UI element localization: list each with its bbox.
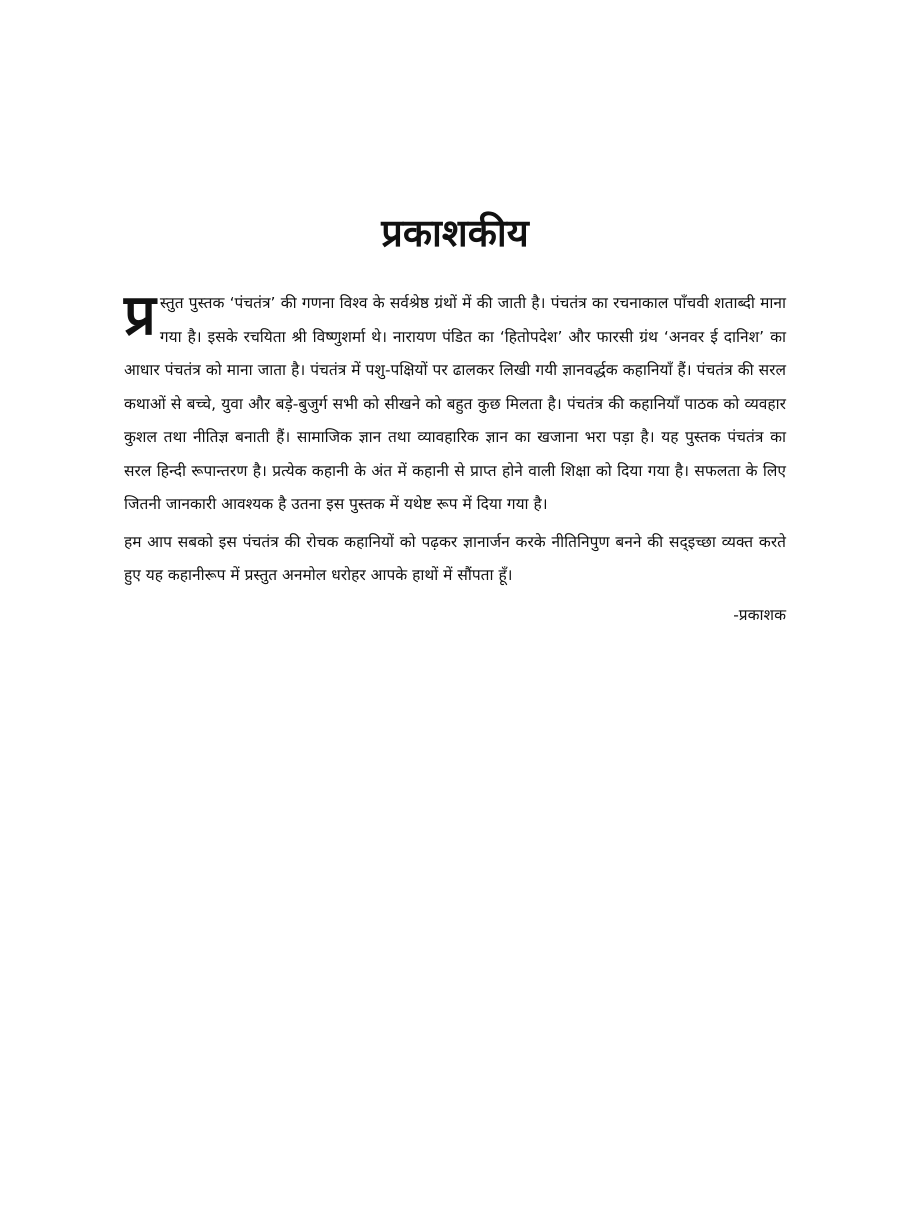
paragraph-2: हम आप सबको इस पंचतंत्र की रोचक कहानियों को पढ़कर ज्ञानार्जन करके नीतिनिपुण बनने की सद्इच्छा व्यक्त करते हुए यह कहानीरूप में प्रस्तुत अनमोल धरोहर आपके हाथों में सौंपता हूँ। (124, 532, 786, 584)
page-title: प्रकाशकीय (381, 211, 529, 255)
body-text (124, 282, 786, 625)
paragraph-1-text: स्तुत पुस्तक ‘पंचतंत्र’ की गणना विश्व के सर्वश्रेष्ठ ग्रंथों में की जाती है। पंचतंत्र का रचनाकाल पाँचवी शताब्दी माना गया है। इसके रचयिता श्री विष्णुशर्मा थे। नारायण पंडित का ‘हितोपदेश’ और फारसी ग्रंथ ‘अनवर ई दानिश’ का आधार पंचतंत्र को माना जाता है। पंचतंत्र में पशु-पक्षियों पर ढालकर लिखी गयी ज्ञानवर्द्धक कहानियाँ हैं। पंचतंत्र की सरल कथाओं से बच्चे, युवा और बड़े-बुजुर्ग सभी को सीखने को बहुत कुछ मिलता है। पंचतंत्र की कहानियाँ पाठक को व्यवहार कुशल तथा नीतिज्ञ बनाती हैं। सामाजिक ज्ञान तथा व्यावहारिक ज्ञान का खजाना भरा पड़ा है। यह पुस्तक पंचतंत्र का सरल हिन्दी रूपान्तरण है। प्रत्येक कहानी के अंत में कहानी से प्राप्त होने वाली शिक्षा को दिया गया है। सफलता के लिए जितनी जानकारी आवश्यक है उतना इस पुस्तक में यथेष्ट रूप में दिया गया है। (124, 294, 786, 513)
paragraph-1 (124, 282, 786, 522)
publisher-signature: -प्रकाशक (733, 605, 786, 624)
drop-cap: प्र (124, 282, 156, 348)
